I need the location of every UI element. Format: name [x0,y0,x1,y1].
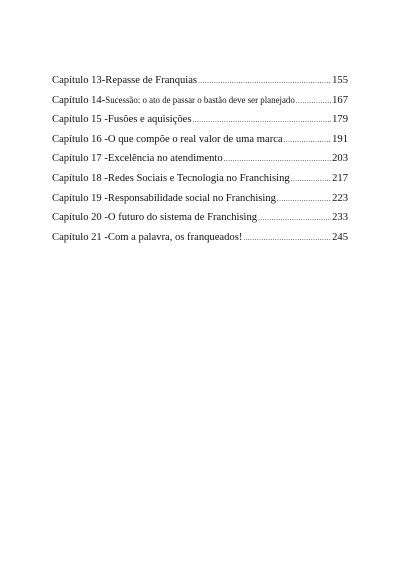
chapter-number: Capítulo 18 - [52,172,108,184]
page-number: 233 [332,212,348,224]
toc-entry-chapter-21 [52,232,348,252]
dot-leader [284,136,331,144]
dot-leader [258,214,331,222]
chapter-title: Excelência no atendimento [107,153,223,165]
chapter-title: Fusões e aquisições [107,114,192,126]
table-of-contents [52,75,348,251]
toc-entry-chapter-14 [52,95,348,115]
dot-leader [192,116,331,124]
chapter-title: O que compõe o real valor de uma marca [107,133,283,145]
toc-entry-chapter-13 [52,75,348,95]
toc-entry-chapter-18 [52,173,348,193]
chapter-number: Capítulo 19 - [52,192,108,204]
page-number: 179 [332,114,348,126]
chapter-title: Com a palavra, os franqueados! [107,231,243,243]
chapter-title: Responsabilidade social no Franchising [107,192,276,204]
chapter-title: Redes Sociais e Tecnologia no Franchising [107,172,290,184]
dot-leader [198,77,331,85]
page-number: 245 [332,231,348,243]
chapter-title: Repasse de Franquias [105,75,198,86]
chapter-number: Capítulo 16 - [52,133,108,145]
chapter-number: Capítulo 15 - [52,114,108,126]
page-number: 155 [332,75,348,86]
page-number: 191 [332,133,348,145]
dot-leader [224,155,331,163]
dot-leader [296,97,331,105]
toc-entry-chapter-20 [52,212,348,232]
toc-entry-chapter-16 [52,134,348,154]
chapter-title: Sucessão: o ato de passar o bastão deve ser planejado [105,94,295,105]
page-number: 223 [332,192,348,204]
dot-leader [291,175,331,183]
dot-leader [243,234,331,242]
chapter-number: Capítulo 21 - [52,231,108,243]
chapter-number: Capítulo 20 - [52,212,108,224]
chapter-number: Capítulo 14- [52,94,106,106]
chapter-number: Capítulo 17 - [52,153,108,165]
page-number: 217 [332,172,348,184]
page-number: 167 [332,94,348,106]
chapter-number: Capítulo 13- [52,75,106,86]
dot-leader [277,195,331,203]
toc-entry-chapter-17 [52,153,348,173]
toc-entry-chapter-19 [52,193,348,213]
toc-entry-chapter-15 [52,114,348,134]
page-number: 203 [332,153,348,165]
chapter-title: O futuro do sistema de Franchising [107,212,258,224]
